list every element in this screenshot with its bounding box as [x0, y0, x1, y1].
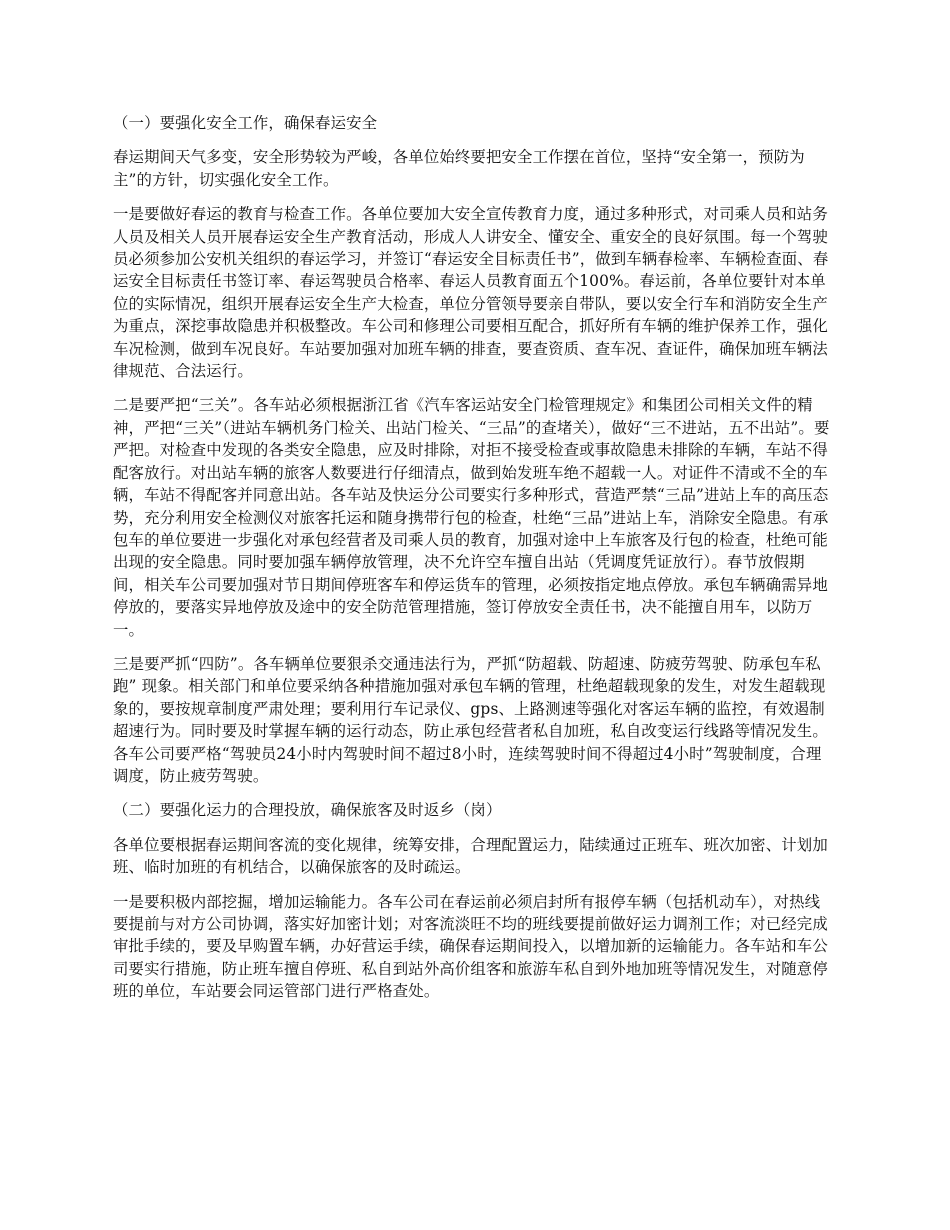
paragraph-three-checks: 二是要严把“三关”。各车站必须根据浙江省《汽车客运站安全门检管理规定》和集团公司相关文件的精神，严把“三关”（进站车辆机务门检关、出站门检关、“三品”的查堵关），做好“三不进站，五不出站”。要严把。对检查中发现的各类安全隐患，应及时排除，对拒不接受检查或事故隐患未排除的车辆，车站不得配客放行。对出站车辆的旅客人数要进行仔细清点，做到始发班车绝不超载一人。对证件不清或不全的车辆，车站不得配客并同意出站。各车站及快运分公司要实行多种形式，营造严禁“三品”进站上车的高压态势，充分利用安全检测仪对旅客托运和随身携带行包的检查，杜绝“三品”进站上车，消除安全隐患。有承包车的单位要进一步强化对承包经营者及司乘人员的教育，加强对途中上车旅客及行包的检查，杜绝可能出现的安全隐患。同时要加强车辆停放管理，决不允许空车擅自出站（凭调度凭证放行）。春节放假期间，相关车公司要加强对节日期间停班客车和停运货车的管理，必须按指定地点停放。承包车辆确需异地停放的，要落实异地停放及途中的安全防范管理措施，签订停放安全责任书，决不能擅自用车，以防万一。 [113, 396, 830, 639]
paragraph-intro: 春运期间天气多变，安全形势较为严峻，各单位始终要把安全工作摆在首位，坚持“安全第一，预防为主”的方针，切实强化安全工作。 [113, 148, 805, 189]
paragraph-internal-capacity: 一是要积极内部挖掘，增加运输能力。各车公司在春运前必须启封所有报停车辆（包括机动车），对热线要提前与对方公司协调，落实好加密计划；对客流淡旺不均的班线要提前做好运力调剂工作；对已经完成审批手续的，要及早购置车辆，办好营运手续，确保春运期间投入，以增加新的运输能力。各车站和车公司要实行措施，防止班车擅自停班、私自到站外高价组客和旅游车私自到外地加班等情况发生，对随意停班的单位，车站要会同运管部门进行严格查处。 [113, 892, 828, 1001]
section-heading-1: （一）要强化安全工作，确保春运安全 [113, 114, 378, 132]
document-body [113, 112, 831, 1015]
section-heading-2: （二）要强化运力的合理投放，确保旅客及时返乡（岗） [113, 801, 502, 820]
paragraph-education-inspection: 一是要做好春运的教育与检查工作。各单位要加大安全宣传教育力度，通过多种形式，对司乘人员和站务人员及相关人员开展春运安全生产教育活动，形成人人讲安全、懂安全、重安全的良好氛围。每一个驾驶员必须参加公安机关组织的春运学习，并签订“春运安全目标责任书”，做到车辆春检率、车辆检查面、春运安全目标责任书签订率、春运驾驶员合格率、春运人员教育面五个100%。春运前，各单位要针对本单位的实际情况，组织开展春运安全生产大检查，单位分管领导要亲自带队，要以安全行车和消防安全生产为重点，深挖事故隐患并积极整改。车公司和修理公司要相互配合，抓好所有车辆的维护保养工作，强化车况检测，做到车况良好。车站要加强对加班车辆的排查，要查资质、查车况、查证件，确保加班车辆法律规范、合法运行。 [113, 205, 829, 381]
paragraph-capacity-allocation: 各单位要根据春运期间客流的变化规律，统筹安排，合理配置运力，陆续通过正班车、班次加密、计划加班、临时加班的有机结合，以确保旅客的及时疏运。 [113, 835, 828, 877]
paragraph-four-preventions: 三是要严抓“四防”。各车辆单位要狠杀交通违法行为，严抓“防超载、防超速、防疲劳驾驶、防承包车私跑” 现象。相关部门和单位要采纳各种措施加强对承包车辆的管理，杜绝超载现象的发生，对发生超载现象的，要按规章制度严肃处理；要利用行车记录仪、gps、上路测速等强化对客运车辆的监控，有效遏制超速行为。同时要及时掌握车辆的运行动态，防止承包经营者私自加班，私自改变运行线路等情况发生。各车公司要严格“驾驶员24小时内驾驶时间不超过8小时，连续驾驶时间不得超过4小时”驾驶制度，合理调度，防止疲劳驾驶。 [113, 654, 828, 785]
